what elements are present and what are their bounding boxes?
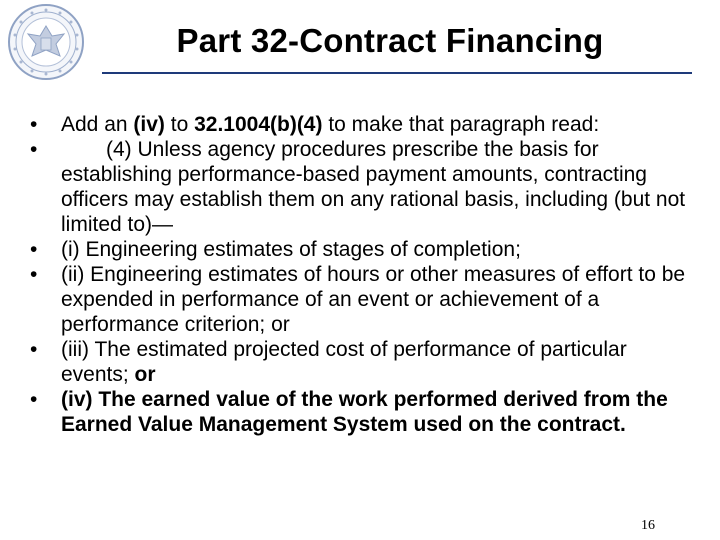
bullet-item: [30, 137, 690, 237]
bullet-dot: •: [30, 338, 38, 361]
bullet-dot: •: [30, 238, 38, 261]
bullet-item: [30, 237, 690, 262]
bullet-text: (ii) Engineering estimates of hours or other measures of effort to be expended in performance of an event or achievement of a performance criterion; or: [61, 263, 686, 336]
bullet-text: to make that paragraph read:: [322, 113, 600, 136]
bullet-text: Add an: [61, 113, 134, 136]
bullet-item: [30, 337, 690, 387]
bullet-text: to: [164, 113, 195, 136]
page-number: 16: [641, 518, 655, 533]
bullet-dot: •: [30, 138, 38, 161]
bullet-list: [30, 112, 690, 437]
bullet-text: (i) Engineering estimates of stages of completion;: [61, 238, 521, 261]
bullet-bold-text: (iv) The earned value of the work performed derived from the Earned Value Management System used on the contract.: [61, 388, 668, 436]
agency-seal-logo: [6, 2, 86, 82]
bullet-bold-text: 32.1004(b)(4): [194, 113, 323, 136]
bullet-bold-text: (iv): [133, 113, 165, 136]
bullet-dot: •: [30, 388, 38, 411]
bullet-dot: •: [30, 113, 38, 136]
bullet-item: [30, 387, 690, 437]
bullet-text: (4) Unless agency procedures prescribe the basis for establishing performance-based payment amounts, contracting officers may establish them on any rational basis, including (but not limited to)—: [61, 138, 686, 236]
bullet-text: (iii) The estimated projected cost of performance of particular events;: [61, 338, 627, 386]
bullet-item: [30, 112, 690, 137]
title-divider: [102, 72, 692, 74]
slide-title: Part 32-Contract Financing: [176, 22, 604, 59]
bullet-bold-text: or: [134, 363, 156, 386]
bullet-dot: •: [30, 263, 38, 286]
bullet-item: [30, 262, 690, 337]
